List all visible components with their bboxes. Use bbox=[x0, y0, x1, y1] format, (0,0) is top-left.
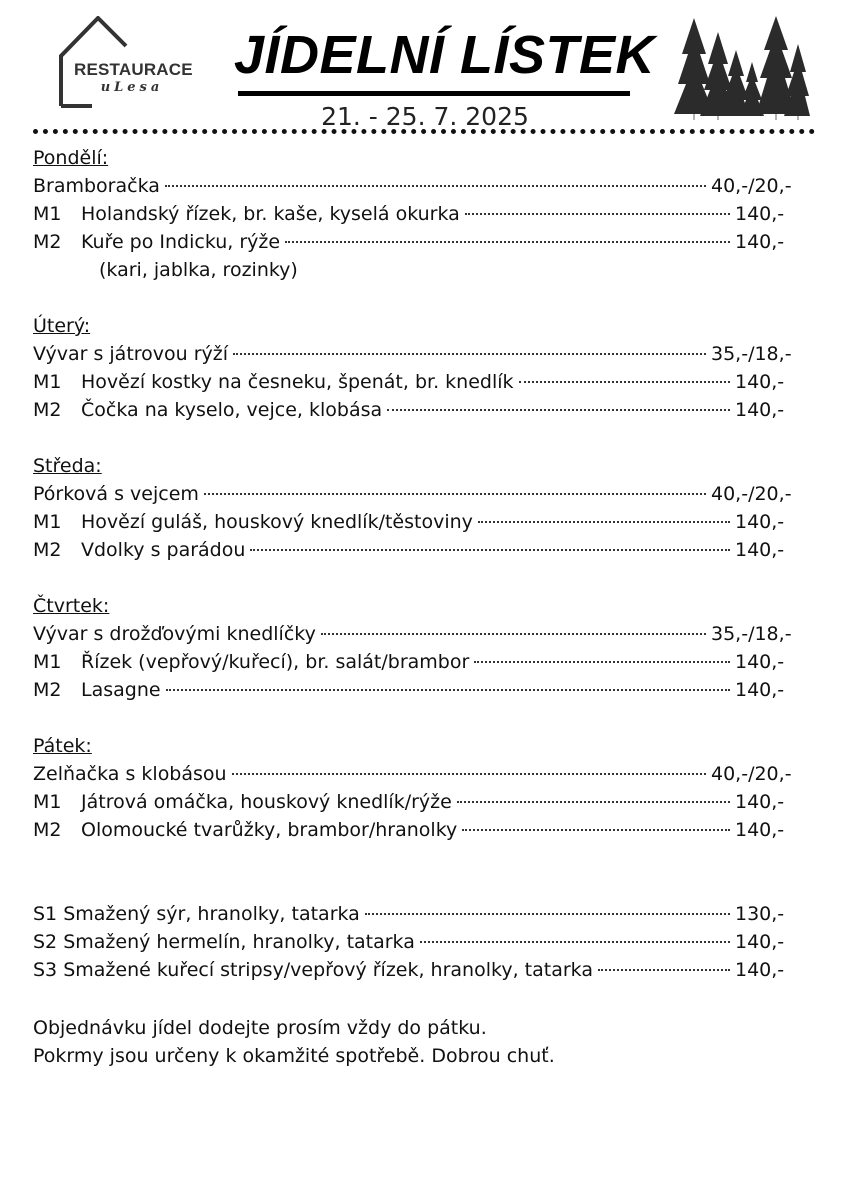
soup-row bbox=[33, 480, 793, 508]
meal-note: (kari, jablka, rozinky) bbox=[99, 259, 298, 281]
extra-price: 140,- bbox=[735, 959, 785, 981]
soup-row bbox=[33, 760, 793, 788]
dot-leader bbox=[598, 969, 730, 971]
dot-leader bbox=[233, 353, 706, 355]
day-heading: Čtvrtek: bbox=[33, 595, 110, 617]
meal-label: Hovězí kostky na česneku, špenát, br. knedlík bbox=[81, 371, 514, 393]
soup-row bbox=[33, 340, 793, 368]
dot-leader bbox=[204, 493, 706, 495]
title-underline bbox=[238, 91, 630, 96]
dot-leader bbox=[474, 661, 730, 663]
day-friday bbox=[33, 732, 793, 844]
dot-leader bbox=[420, 941, 730, 943]
restaurant-logo bbox=[56, 16, 191, 108]
standing-menu bbox=[33, 900, 793, 984]
dot-leader bbox=[519, 381, 730, 383]
menu-date-range: 21. - 25. 7. 2025 bbox=[321, 102, 529, 131]
extra-price: 130,- bbox=[735, 903, 785, 925]
soup-price: 40,-/20,- bbox=[711, 483, 792, 505]
meal-label: Játrová omáčka, houskový knedlík/rýže bbox=[81, 791, 452, 813]
logo-subtitle: uLesa bbox=[100, 80, 164, 95]
meal-label: Hovězí guláš, houskový knedlík/těstoviny bbox=[81, 511, 473, 533]
meal-row bbox=[33, 508, 793, 536]
soup-label: Vývar s játrovou rýží bbox=[33, 343, 229, 365]
meal-code: M1 bbox=[33, 791, 62, 813]
meal-price: 140,- bbox=[735, 203, 785, 225]
footer-line: Objednávku jídel dodejte prosím vždy do pátku. bbox=[33, 1017, 487, 1039]
meal-price: 140,- bbox=[735, 539, 785, 561]
soup-label: Vývar s drožďovými knedlíčky bbox=[33, 623, 316, 645]
page-title: JÍDELNÍ LÍSTEK bbox=[234, 25, 656, 85]
day-thursday bbox=[33, 592, 793, 704]
soup-row bbox=[33, 620, 793, 648]
meal-price: 140,- bbox=[735, 231, 785, 253]
meal-price: 140,- bbox=[735, 679, 785, 701]
day-heading: Středa: bbox=[33, 455, 102, 477]
soup-price: 40,-/20,- bbox=[711, 763, 792, 785]
meal-code: M1 bbox=[33, 371, 62, 393]
footer-line: Pokrmy jsou určeny k okamžité spotřebě. Dobrou chuť. bbox=[33, 1045, 555, 1067]
extra-row bbox=[33, 928, 793, 956]
meal-row bbox=[33, 396, 793, 424]
meal-label: Lasagne bbox=[81, 679, 161, 701]
meal-row bbox=[33, 788, 793, 816]
dot-leader bbox=[165, 185, 706, 187]
extra-label: S3 Smažené kuřecí stripsy/vepřový řízek, hranolky, tatarka bbox=[33, 959, 593, 981]
dot-leader bbox=[387, 409, 730, 411]
weekly-menu bbox=[33, 144, 793, 1070]
meal-price: 140,- bbox=[735, 371, 785, 393]
dotted-separator bbox=[33, 129, 815, 134]
meal-code: M2 bbox=[33, 819, 62, 841]
meal-row bbox=[33, 200, 793, 228]
meal-row bbox=[33, 816, 793, 844]
meal-label: Čočka na kyselo, vejce, klobása bbox=[81, 399, 383, 421]
meal-price: 140,- bbox=[735, 511, 785, 533]
dot-leader bbox=[250, 549, 730, 551]
day-wednesday bbox=[33, 452, 793, 564]
meal-code: M2 bbox=[33, 399, 62, 421]
footer-notice bbox=[33, 1014, 793, 1070]
dot-leader bbox=[457, 801, 730, 803]
meal-price: 140,- bbox=[735, 791, 785, 813]
dot-leader bbox=[365, 913, 730, 915]
soup-price: 40,-/20,- bbox=[711, 175, 792, 197]
soup-price: 35,-/18,- bbox=[711, 343, 792, 365]
day-heading: Pátek: bbox=[33, 735, 92, 757]
meal-row bbox=[33, 676, 793, 704]
meal-code: M1 bbox=[33, 651, 62, 673]
meal-label: Olomoucké tvarůžky, brambor/hranolky bbox=[81, 819, 458, 841]
meal-code: M2 bbox=[33, 679, 62, 701]
meal-row bbox=[33, 228, 793, 256]
dot-leader bbox=[166, 689, 730, 691]
meal-code: M2 bbox=[33, 231, 62, 253]
day-heading: Úterý: bbox=[33, 315, 91, 337]
meal-code: M1 bbox=[33, 203, 62, 225]
day-heading: Pondělí: bbox=[33, 147, 109, 169]
day-tuesday bbox=[33, 312, 793, 424]
soup-label: Pórková s vejcem bbox=[33, 483, 199, 505]
extra-label: S2 Smažený hermelín, hranolky, tatarka bbox=[33, 931, 415, 953]
meal-row bbox=[33, 368, 793, 396]
meal-label: Vdolky s parádou bbox=[81, 539, 246, 561]
dot-leader bbox=[462, 829, 730, 831]
dot-leader bbox=[285, 241, 730, 243]
meal-price: 140,- bbox=[735, 399, 785, 421]
meal-price: 140,- bbox=[735, 651, 785, 673]
dot-leader bbox=[478, 521, 730, 523]
soup-label: Bramboračka bbox=[33, 175, 160, 197]
soup-row bbox=[33, 172, 793, 200]
pine-trees-icon bbox=[672, 14, 812, 120]
meal-label: Holandský řízek, br. kaše, kyselá okurka bbox=[81, 203, 460, 225]
dot-leader bbox=[321, 633, 706, 635]
extra-row bbox=[33, 956, 793, 984]
soup-price: 35,-/18,- bbox=[711, 623, 792, 645]
meal-label: Kuře po Indicku, rýže bbox=[81, 231, 281, 253]
extra-label: S1 Smažený sýr, hranolky, tatarka bbox=[33, 903, 360, 925]
dot-leader bbox=[232, 773, 706, 775]
meal-row bbox=[33, 648, 793, 676]
logo-name: RESTAURACE bbox=[74, 60, 193, 79]
extra-row bbox=[33, 900, 793, 928]
soup-label: Zelňačka s klobásou bbox=[33, 763, 227, 785]
day-monday bbox=[33, 144, 793, 284]
meal-code: M2 bbox=[33, 539, 62, 561]
meal-label: Řízek (vepřový/kuřecí), br. salát/brambor bbox=[81, 651, 470, 673]
meal-price: 140,- bbox=[735, 819, 785, 841]
meal-code: M1 bbox=[33, 511, 62, 533]
extra-price: 140,- bbox=[735, 931, 785, 953]
meal-row bbox=[33, 536, 793, 564]
dot-leader bbox=[465, 213, 730, 215]
